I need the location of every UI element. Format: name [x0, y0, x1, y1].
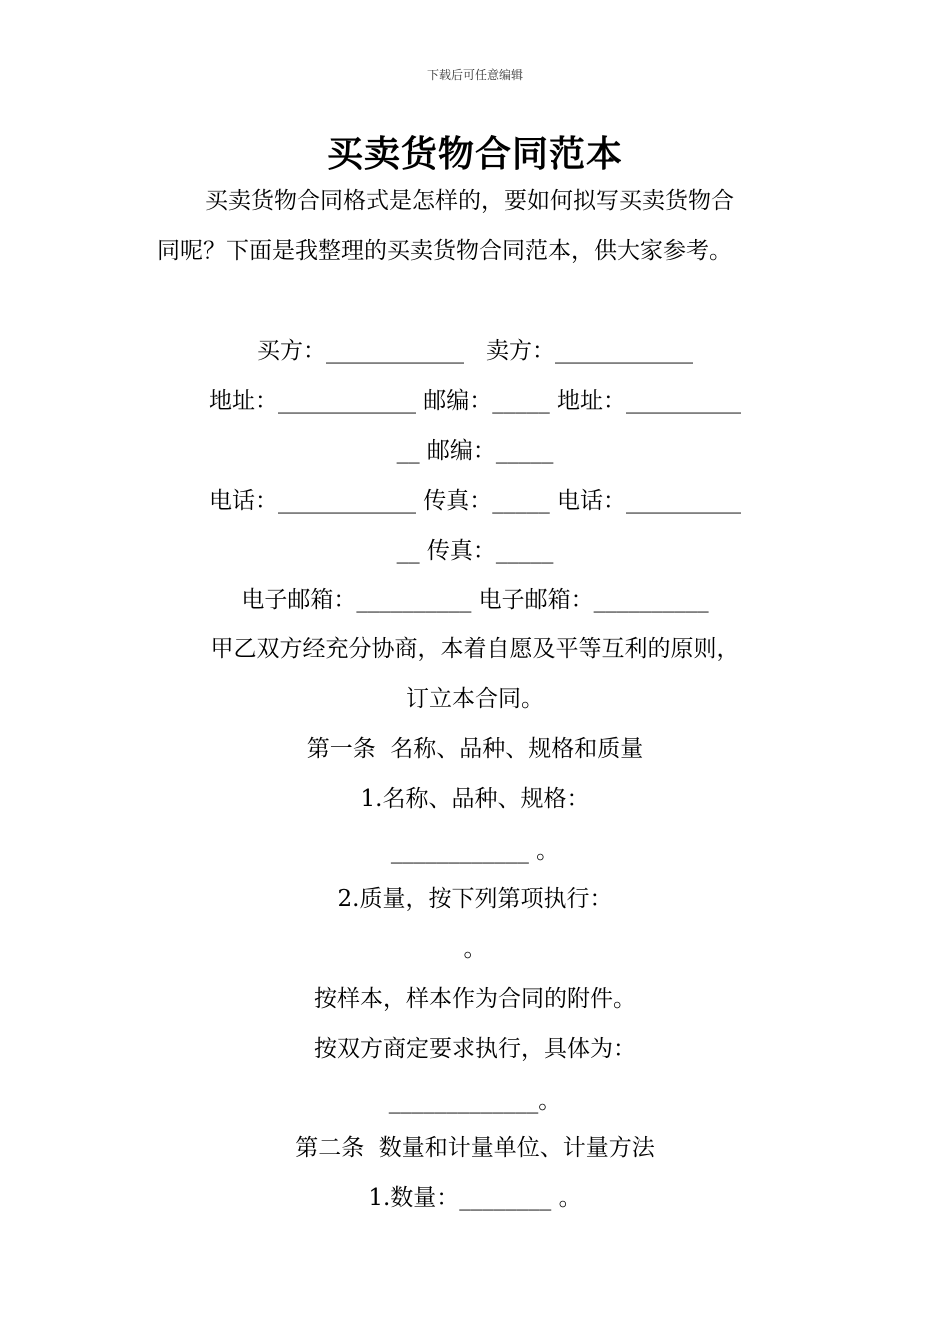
clause-agreed: 按双方商定要求执行，具体为：: [314, 1036, 636, 1062]
article-2-heading: 第二条 数量和计量单位、计量方法: [295, 1135, 655, 1161]
article-1-heading: 第一条 名称、品种、规格和质量: [306, 736, 644, 762]
clause-agreed-blank: _____________。: [388, 1088, 562, 1114]
intro-line-2: 同呢？下面是我整理的买卖货物合同范本，供大家参考。: [157, 238, 732, 264]
clause-1-2: 2.质量，按下列第项执行：: [337, 886, 613, 912]
clause-2-1: 1.数量：________ 。: [368, 1185, 582, 1211]
phone-line-cont: __ 传真：_____: [396, 538, 554, 564]
document-title: 买卖货物合同范本: [326, 133, 623, 175]
agreement-line-2: 订立本合同。: [406, 686, 544, 712]
address-line: 地址：____________ 邮编：_____ 地址：__________: [208, 388, 742, 414]
phone-line: 电话：____________ 传真：_____ 电话：__________: [208, 488, 742, 514]
intro-line-1: 买卖货物合同格式是怎样的，要如何拟写买卖货物合: [205, 188, 734, 214]
clause-1-2-blank: 。: [463, 936, 487, 962]
email-line: 电子邮箱：__________ 电子邮箱：__________: [241, 587, 709, 613]
address-line-cont: __ 邮编：_____: [396, 438, 554, 464]
clause-1-1-blank: ____________ 。: [390, 838, 560, 864]
buyer-seller-line: 买方：____________ 卖方：____________: [257, 338, 693, 364]
clause-sample: 按样本，样本作为合同的附件。: [314, 986, 636, 1012]
clause-1-1: 1.名称、品种、规格：: [360, 786, 590, 812]
page-header: 下载后可任意编辑: [426, 68, 523, 82]
agreement-line-1: 甲乙双方经充分协商，本着自愿及平等互利的原则，: [210, 636, 740, 662]
